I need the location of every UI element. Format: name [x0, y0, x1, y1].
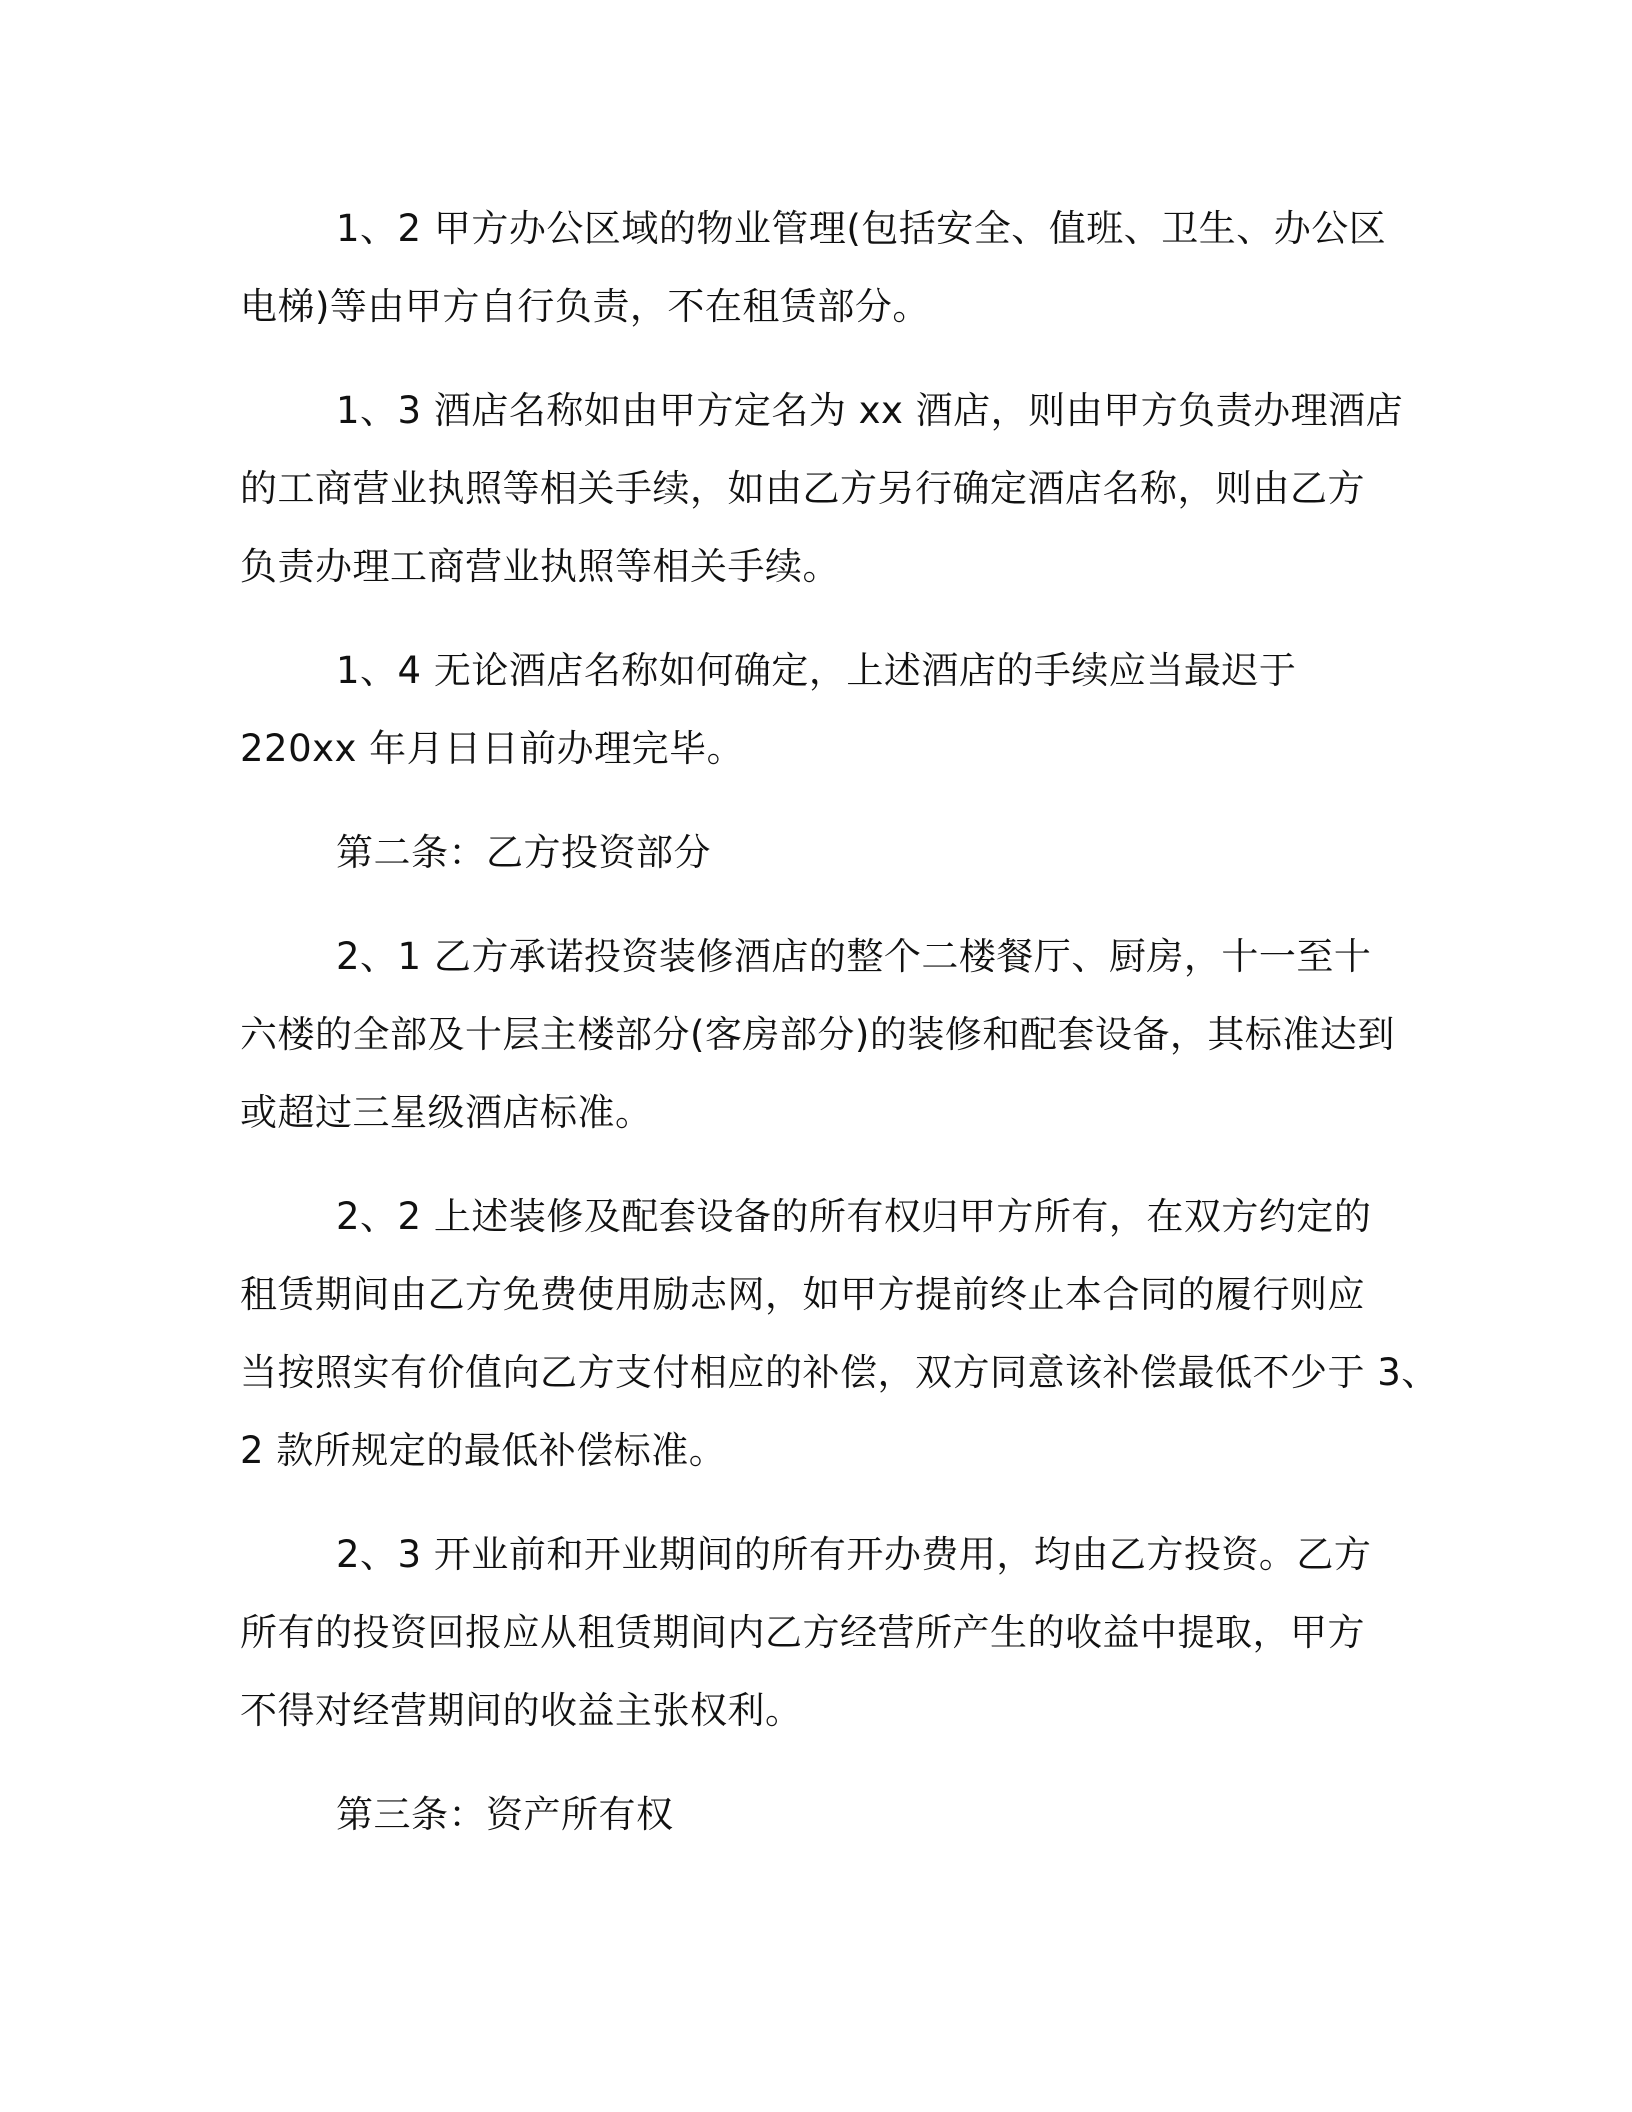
paragraph-2-3	[240, 1516, 1420, 1750]
paragraph-2-1	[240, 918, 1420, 1152]
section-heading-article-2	[240, 814, 1420, 892]
text-line: 2、1 乙方承诺投资装修酒店的整个二楼餐厅、厨房，十一至十	[336, 935, 1372, 978]
text-line: 所有的投资回报应从租赁期间内乙方经营所产生的收益中提取，甲方	[240, 1611, 1365, 1654]
heading-text: 第二条：乙方投资部分	[336, 831, 711, 874]
text-line: 2、2 上述装修及配套设备的所有权归甲方所有，在双方约定的	[336, 1195, 1372, 1238]
text-line: 或超过三星级酒店标准。	[240, 1091, 653, 1134]
text-line: 2、3 开业前和开业期间的所有开办费用，均由乙方投资。乙方	[336, 1533, 1372, 1576]
text-line: 1、3 酒店名称如由甲方定名为 xx 酒店，则由甲方负责办理酒店	[336, 389, 1404, 432]
paragraph-1-2	[240, 190, 1420, 346]
text-line: 电梯)等由甲方自行负责，不在租赁部分。	[240, 285, 930, 328]
text-line: 的工商营业执照等相关手续，如由乙方另行确定酒店名称，则由乙方	[240, 467, 1365, 510]
text-line: 1、2 甲方办公区域的物业管理(包括安全、值班、卫生、办公区	[336, 207, 1387, 250]
text-line: 负责办理工商营业执照等相关手续。	[240, 545, 840, 588]
text-line: 六楼的全部及十层主楼部分(客房部分)的装修和配套设备，其标准达到	[240, 1013, 1395, 1056]
text-line: 不得对经营期间的收益主张权利。	[240, 1689, 803, 1732]
text-line: 2 款所规定的最低补偿标准。	[240, 1429, 727, 1472]
text-line: 220xx 年月日日前办理完毕。	[240, 727, 745, 770]
text-line: 1、4 无论酒店名称如何确定，上述酒店的手续应当最迟于	[336, 649, 1297, 692]
text-line: 当按照实有价值向乙方支付相应的补偿，双方同意该补偿最低不少于 3、	[240, 1351, 1439, 1394]
text-line: 租赁期间由乙方免费使用励志网，如甲方提前终止本合同的履行则应	[240, 1273, 1365, 1316]
heading-text: 第三条：资产所有权	[336, 1793, 674, 1836]
document-body	[240, 190, 1439, 1854]
section-heading-article-3	[240, 1776, 1420, 1854]
paragraph-1-4	[240, 632, 1420, 788]
paragraph-2-2	[240, 1178, 1439, 1490]
paragraph-1-3	[240, 372, 1420, 606]
